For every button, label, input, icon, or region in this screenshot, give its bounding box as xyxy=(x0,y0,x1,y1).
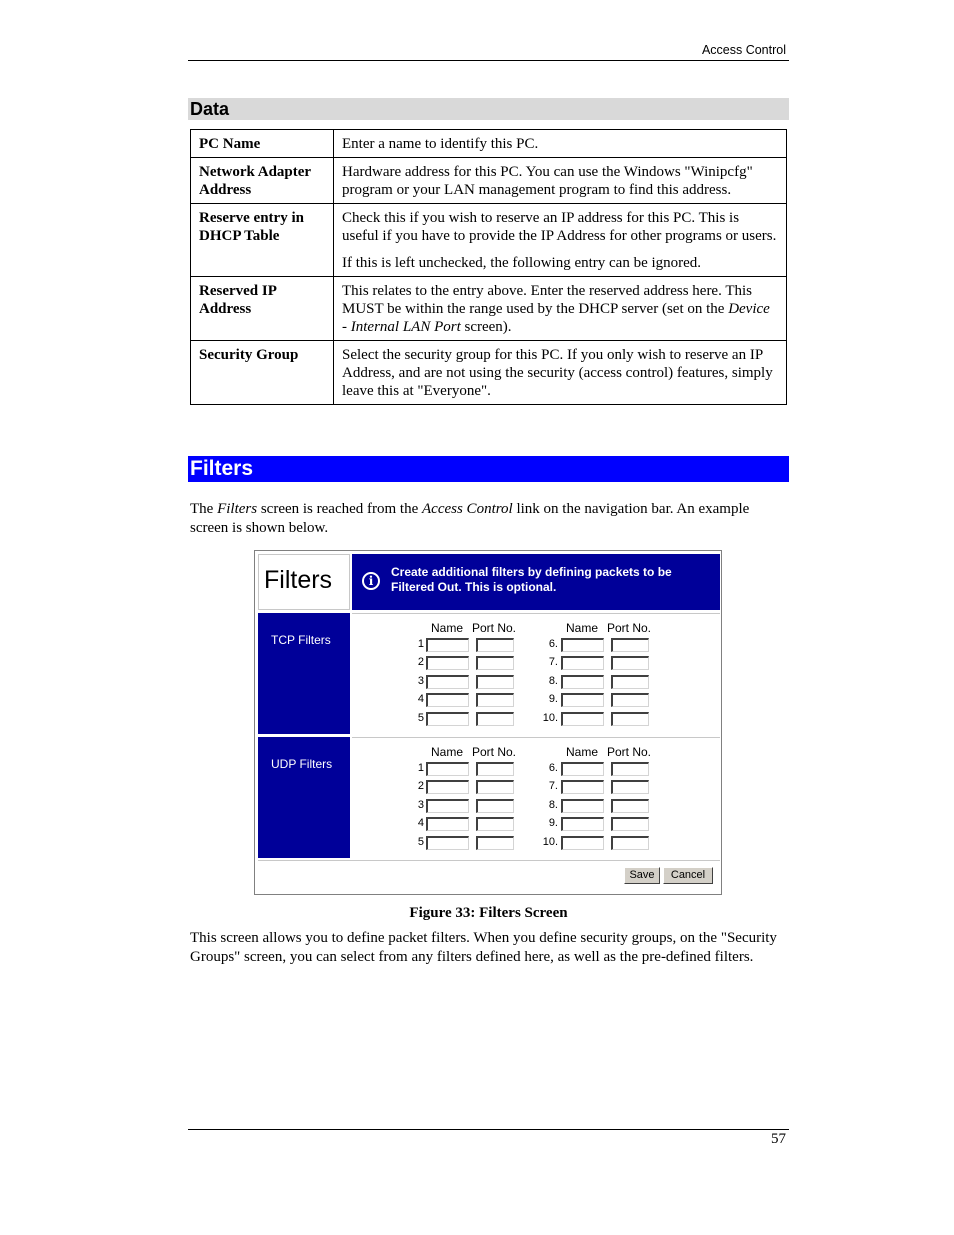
udp-port-input-7[interactable] xyxy=(611,780,649,794)
udp-name-input-3[interactable] xyxy=(426,799,469,813)
udp-name-input-4[interactable] xyxy=(426,817,469,831)
tcp-port-input-10[interactable] xyxy=(611,712,649,726)
running-header: Access Control xyxy=(701,43,786,57)
data-table xyxy=(190,129,787,405)
row-number: 8. xyxy=(548,799,558,811)
description-text: Select the security group for this PC. If you only wish to reserve an IP Address, and are not using the security (access control) features, simply leave this at "Everyone". xyxy=(342,347,773,399)
row-description xyxy=(334,158,787,204)
banner-text: Create additional filters by defining packets to be Filtered Out. This is optional. xyxy=(391,565,672,594)
column-port: Port No. xyxy=(607,621,652,635)
data-heading: Data xyxy=(188,98,789,120)
column-name: Name xyxy=(431,745,464,759)
table-row xyxy=(191,277,787,341)
description-text: If this is left unchecked, the following entry can be ignored. xyxy=(342,255,702,271)
tcp-port-input-6[interactable] xyxy=(611,638,649,652)
row-number: 4 xyxy=(417,817,424,829)
table-row xyxy=(191,341,787,405)
info-icon: i xyxy=(362,572,380,590)
row-number: 9. xyxy=(548,693,558,705)
tcp-name-input-6[interactable] xyxy=(561,638,604,652)
udp-filters-label: UDP Filters xyxy=(258,737,350,858)
tcp-name-input-4[interactable] xyxy=(426,693,469,707)
row-number: 2 xyxy=(417,656,424,668)
udp-port-input-2[interactable] xyxy=(476,780,514,794)
header-rule xyxy=(188,60,789,61)
udp-port-input-4[interactable] xyxy=(476,817,514,831)
tcp-name-input-10[interactable] xyxy=(561,712,604,726)
row-number: 5 xyxy=(417,836,424,848)
save-button[interactable]: Save xyxy=(624,867,660,884)
tcp-filters-label: TCP Filters xyxy=(258,613,350,734)
filters-intro: The Filters screen is reached from the Access Control link on the navigation bar. An example screen is shown below. xyxy=(190,501,750,536)
tcp-filters-panel xyxy=(352,613,720,734)
row-description xyxy=(334,130,787,158)
row-number: 3 xyxy=(417,675,424,687)
column-port: Port No. xyxy=(607,745,652,759)
column-name: Name xyxy=(566,621,599,635)
udp-port-input-10[interactable] xyxy=(611,836,649,850)
tcp-port-input-4[interactable] xyxy=(476,693,514,707)
udp-name-input-9[interactable] xyxy=(561,817,604,831)
row-number: 7. xyxy=(548,780,558,792)
row-label: PC Name xyxy=(191,130,334,158)
udp-port-input-5[interactable] xyxy=(476,836,514,850)
row-number: 10. xyxy=(542,712,558,724)
figure-caption: Figure 33: Filters Screen xyxy=(409,905,568,921)
udp-name-input-2[interactable] xyxy=(426,780,469,794)
description-text: This relates to the entry above. Enter the reserved address here. This MUST be within the range used by the DHCP server (set on the Device - Internal LAN Port screen). xyxy=(342,283,770,335)
row-number: 3 xyxy=(417,799,424,811)
udp-name-input-5[interactable] xyxy=(426,836,469,850)
tcp-port-input-9[interactable] xyxy=(611,693,649,707)
row-label: Reserved IP Address xyxy=(191,277,334,341)
udp-name-input-8[interactable] xyxy=(561,799,604,813)
description-text: Enter a name to identify this PC. xyxy=(342,136,539,152)
row-description xyxy=(334,277,787,341)
row-description xyxy=(334,341,787,405)
row-label: Network Adapter Address xyxy=(191,158,334,204)
tcp-name-input-2[interactable] xyxy=(426,656,469,670)
udp-name-input-1[interactable] xyxy=(426,762,469,776)
button-bar xyxy=(258,860,720,892)
udp-name-input-10[interactable] xyxy=(561,836,604,850)
udp-port-input-1[interactable] xyxy=(476,762,514,776)
tcp-name-input-9[interactable] xyxy=(561,693,604,707)
column-port: Port No. xyxy=(472,745,517,759)
udp-name-input-7[interactable] xyxy=(561,780,604,794)
udp-port-input-8[interactable] xyxy=(611,799,649,813)
description-text: Hardware address for this PC. You can use the Windows "Winipcfg" program or your LAN management program to find this address. xyxy=(342,164,753,198)
description-text: Check this if you wish to reserve an IP address for this PC. This is useful if you have to provide the IP Address for other programs or users. xyxy=(342,210,777,244)
row-number: 4 xyxy=(417,693,424,705)
tcp-port-input-7[interactable] xyxy=(611,656,649,670)
row-number: 2 xyxy=(417,780,424,792)
udp-filters-panel xyxy=(352,737,720,858)
info-banner xyxy=(352,554,720,610)
table-row xyxy=(191,158,787,204)
row-number: 6. xyxy=(548,638,558,650)
page-number: 57 xyxy=(771,1131,786,1147)
row-label: Security Group xyxy=(191,341,334,405)
tcp-name-input-5[interactable] xyxy=(426,712,469,726)
row-number: 1 xyxy=(417,762,424,774)
footer-rule xyxy=(188,1129,789,1130)
tcp-port-input-1[interactable] xyxy=(476,638,514,652)
row-number: 10. xyxy=(542,836,558,848)
table-row xyxy=(191,130,787,158)
row-number: 9. xyxy=(548,817,558,829)
tcp-port-input-8[interactable] xyxy=(611,675,649,689)
tcp-port-input-2[interactable] xyxy=(476,656,514,670)
row-number: 8. xyxy=(548,675,558,687)
column-port: Port No. xyxy=(472,621,517,635)
screen-title: Filters xyxy=(258,554,350,610)
column-name: Name xyxy=(566,745,599,759)
cancel-button[interactable]: Cancel xyxy=(663,867,713,884)
description-paragraph: This screen allows you to define packet filters. When you define security groups, on the "Security Groups" screen, you can select from any filters defined here, as well as the pre-defined filters. xyxy=(190,930,777,965)
screen-reference: Device - Internal LAN Port xyxy=(342,301,770,335)
tcp-name-input-3[interactable] xyxy=(426,675,469,689)
column-name: Name xyxy=(431,621,464,635)
row-label: Reserve entry in DHCP Table xyxy=(191,204,334,277)
tcp-name-input-8[interactable] xyxy=(561,675,604,689)
tcp-port-input-5[interactable] xyxy=(476,712,514,726)
tcp-port-input-3[interactable] xyxy=(476,675,514,689)
table-row xyxy=(191,204,787,277)
row-number: 1 xyxy=(417,638,424,650)
udp-name-input-6[interactable] xyxy=(561,762,604,776)
tcp-name-input-7[interactable] xyxy=(561,656,604,670)
udp-port-input-6[interactable] xyxy=(611,762,649,776)
row-number: 7. xyxy=(548,656,558,668)
tcp-name-input-1[interactable] xyxy=(426,638,469,652)
row-number: 5 xyxy=(417,712,424,724)
row-number: 6. xyxy=(548,762,558,774)
filters-screenshot xyxy=(254,550,722,895)
row-description xyxy=(334,204,787,277)
udp-port-input-9[interactable] xyxy=(611,817,649,831)
filters-heading: Filters xyxy=(188,456,789,482)
udp-port-input-3[interactable] xyxy=(476,799,514,813)
